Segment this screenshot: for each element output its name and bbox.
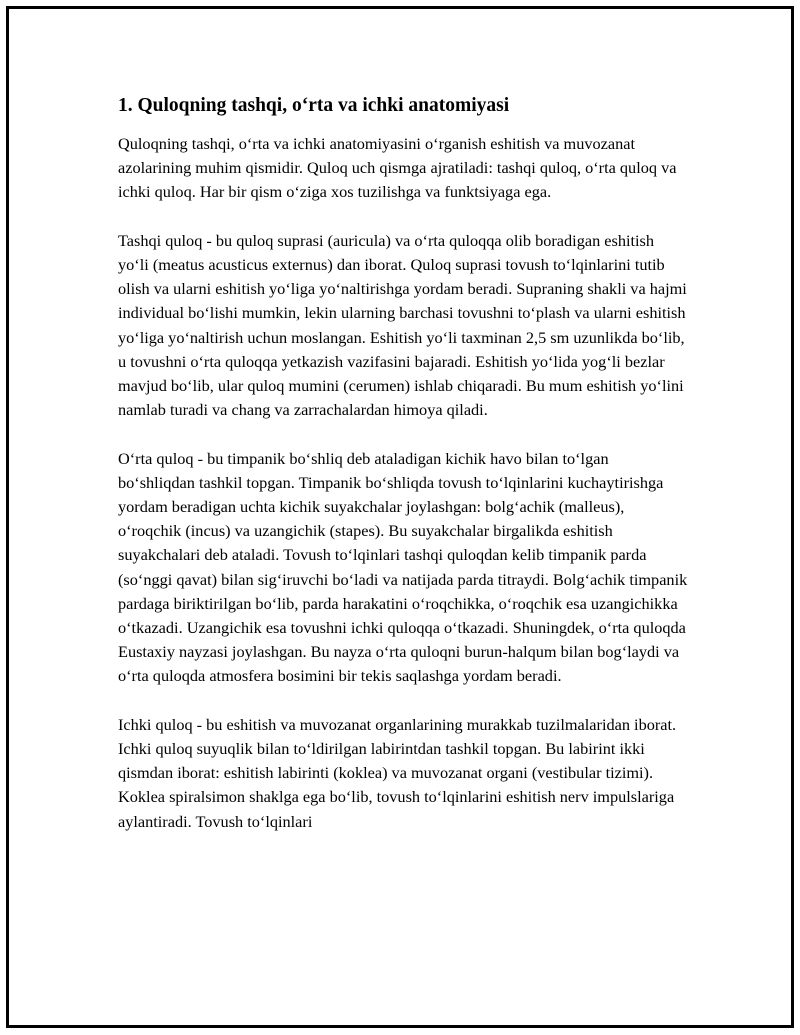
paragraph-outer-ear: Tashqi quloq - bu quloq suprasi (auricula) va o‘rta quloqqa olib boradigan eshitish yo‘li (meatus acusticus externus) dan iborat. Quloq suprasi tovush to‘lqinlarini tutib olish va ularni eshitish yo‘liga yo‘naltirishga yordam beradi. Supraning shakli va hajmi individual bo‘lishi mumkin, lekin ularning barchasi tovushni to‘plash va ularni eshitish yo‘liga yo‘naltirish uchun moslangan. Eshitish yo‘li taxminan 2,5 sm uzunlikda bo‘lib, u tovushni o‘rta quloqqa yetkazish vazifasini bajaradi. Eshitish yo‘lida yog‘li bezlar mavjud bo‘lib, ular quloq mumini (cerumen) ishlab chiqaradi. Bu mum eshitish yo‘lini namlab turadi va chang va zarrachalardan himoya qiladi. xyxy=(118,230,687,420)
paragraph-intro: Quloqning tashqi, o‘rta va ichki anatomiyasini o‘rganish eshitish va muvozanat azolarining muhim qismidir. Quloq uch qismga ajratiladi: tashqi quloq, o‘rta quloq va ichki quloq. Har bir qism o‘ziga xos tuzilishga va funktsiyaga ega. xyxy=(118,134,677,202)
document-body xyxy=(118,92,688,858)
paragraph-inner-ear: Ichki quloq - bu eshitish va muvozanat organlarining murakkab tuzilmalaridan iborat. Ichki quloq suyuqlik bilan to‘ldirilgan labirintdan tashkil topgan. Bu labirint ikki qismdan iborat: eshitish labirinti (koklea) va muvozanat organi (vestibular tizimi). Koklea spiralsimon shaklga ega bo‘lib, tovush to‘lqinlarini eshitish nerv impulslariga aylantiradi. Tovush to‘lqinlari xyxy=(118,714,677,831)
section-heading: 1. Quloqning tashqi, o‘rta va ichki anatomiyasi xyxy=(118,95,510,116)
paragraph-middle-ear: O‘rta quloq - bu timpanik bo‘shliq deb ataladigan kichik havo bilan to‘lgan bo‘shliqdan tashkil topgan. Timpanik bo‘shliqda tovush to‘lqinlarini kuchaytirishga yordam beradigan uchta kichik suyakchalar joylashgan: bolg‘achik (malleus), o‘roqchik (incus) va uzangichik (stapes). Bu suyakchalar birgalikda eshitish suyakchalari deb ataladi. Tovush to‘lqinlari tashqi quloqdan kelib timpanik parda (so‘nggi qavat) bilan sig‘iruvchi bo‘ladi va natijada parda titraydi. Bolg‘achik timpanik pardaga biriktirilgan bo‘lib, parda harakatini o‘roqchikka, o‘roqchik esa uzangichikka o‘tkazadi. Uzangichik esa tovushni ichki quloqqa o‘tkazadi. Shuningdek, o‘rta quloqda Eustaxiy nayzasi joylashgan. Bu nayza o‘rta quloqni burun-halqum bilan bog‘laydi va o‘rta quloqda atmosfera bosimini bir tekis saqlashga yordam beradi. xyxy=(118,448,688,686)
